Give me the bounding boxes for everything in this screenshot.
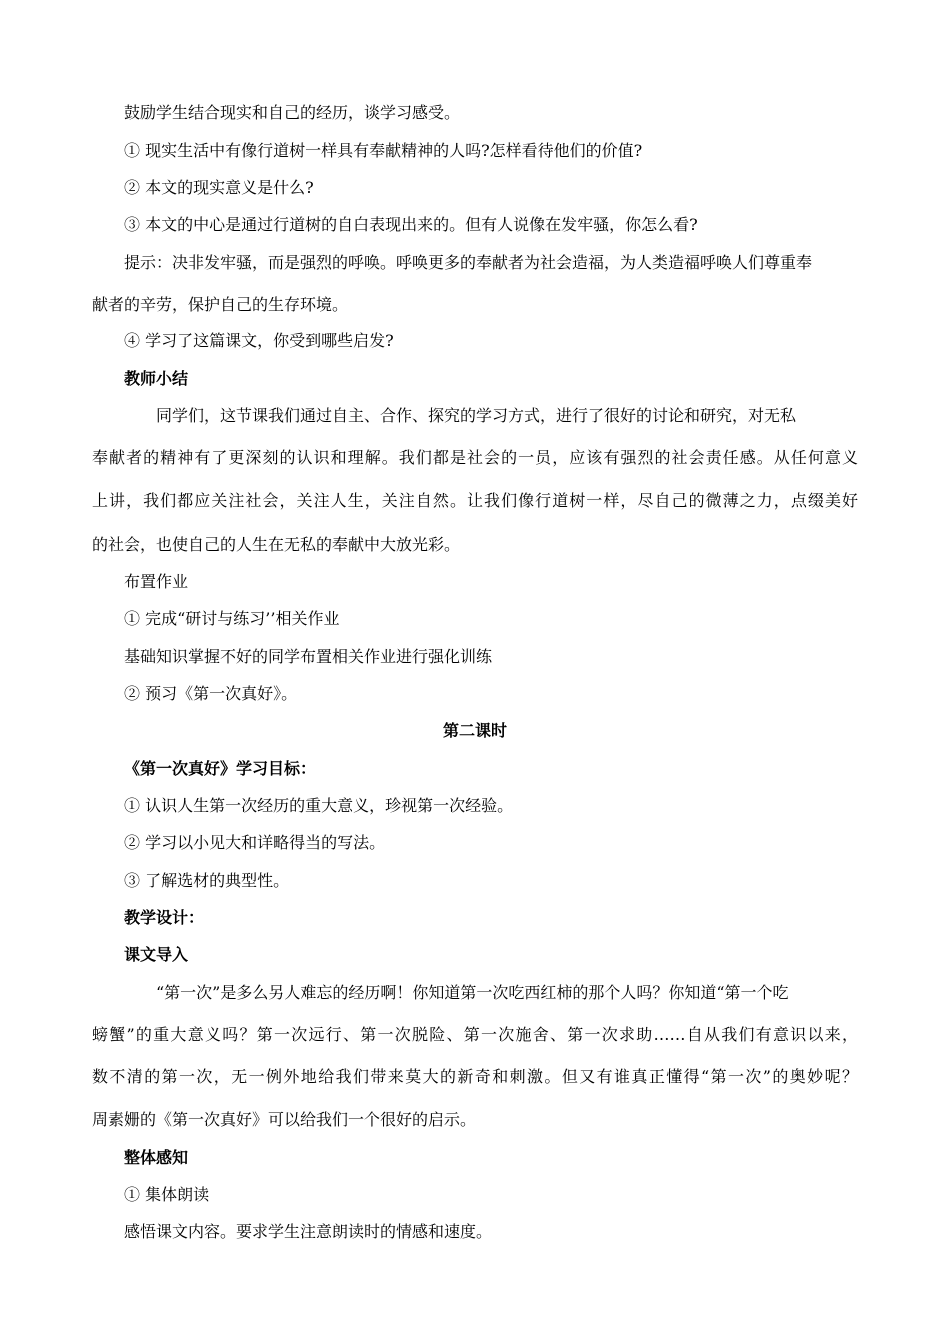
goal-2: ② 学习以小见大和详略得当的写法。	[124, 833, 386, 852]
intro-heading: 课文导入	[124, 945, 189, 964]
question-1: ① 现实生活中有像行道树一样具有奉献精神的人吗?怎样看待他们的价值?	[124, 141, 643, 160]
summary-line-2: 奉献者的精神有了更深刻的认识和理解。我们都是社会的一员，应该有强烈的社会责任感。从任何意义	[92, 448, 858, 467]
intro-line-4: 周素姗的《第一次真好》可以给我们一个很好的启示。	[92, 1110, 477, 1129]
homework-heading: 布置作业	[124, 572, 189, 591]
summary-heading: 教师小结	[124, 369, 189, 388]
question-2: ② 本文的现实意义是什么?	[124, 178, 314, 197]
summary-line-4: 的社会，也使自己的人生在无私的奉献中大放光彩。	[92, 535, 461, 554]
design-heading: 教学设计：	[124, 908, 205, 927]
intro-line-2: 螃蟹”的重大意义吗？第一次远行、第一次脱险、第一次施舍、第一次求助……自从我们有意识以来，	[92, 1025, 858, 1044]
homework-item-2: ② 预习《第一次真好》。	[124, 684, 298, 703]
goal-1: ① 认识人生第一次经历的重大意义，珍视第一次经验。	[124, 796, 514, 815]
summary-line-3: 上讲，我们都应关注社会，关注人生，关注自然。让我们像行道树一样，尽自己的微薄之力，点缀美好	[92, 491, 858, 510]
paragraph-intro: 鼓励学生结合现实和自己的经历，谈学习感受。	[124, 103, 461, 122]
goal-3: ③ 了解选材的典型性。	[124, 871, 290, 890]
intro-line-1: “第一次”是多么另人难忘的经历啊！你知道第一次吃西红柿的那个人吗？你知道“第一个吃	[156, 983, 789, 1002]
question-3: ③ 本文的中心是通过行道树的自白表现出来的。但有人说像在发牢骚，你怎么看?	[124, 215, 698, 234]
homework-item-1-note: 基础知识掌握不好的同学布置相关作业进行强化训练	[124, 647, 493, 666]
homework-item-1: ① 完成“研讨与练习’’相关作业	[124, 609, 340, 628]
perception-item-1-note: 感悟课文内容。要求学生注意朗读时的情感和速度。	[124, 1222, 493, 1241]
lesson-title: 第二课时	[442, 721, 507, 740]
summary-line-1: 同学们，这节课我们通过自主、合作、探究的学习方式，进行了很好的讨论和研究，对无私	[156, 406, 797, 425]
goals-heading: 《第一次真好》学习目标：	[124, 759, 317, 778]
hint-line-1: 提示：决非发牢骚，而是强烈的呼唤。呼唤更多的奉献者为社会造福，为人类造福呼唤人们尊重奉	[124, 253, 813, 272]
perception-item-1: ① 集体朗读	[124, 1185, 210, 1204]
intro-line-3: 数不清的第一次，无一例外地给我们带来莫大的新奇和刺激。但又有谁真正懂得“第一次”的奥妙呢？	[92, 1067, 858, 1086]
hint-line-2: 献者的辛劳，保护自己的生存环境。	[92, 295, 349, 314]
perception-heading: 整体感知	[124, 1148, 189, 1167]
question-4: ④ 学习了这篇课文，你受到哪些启发?	[124, 331, 394, 350]
